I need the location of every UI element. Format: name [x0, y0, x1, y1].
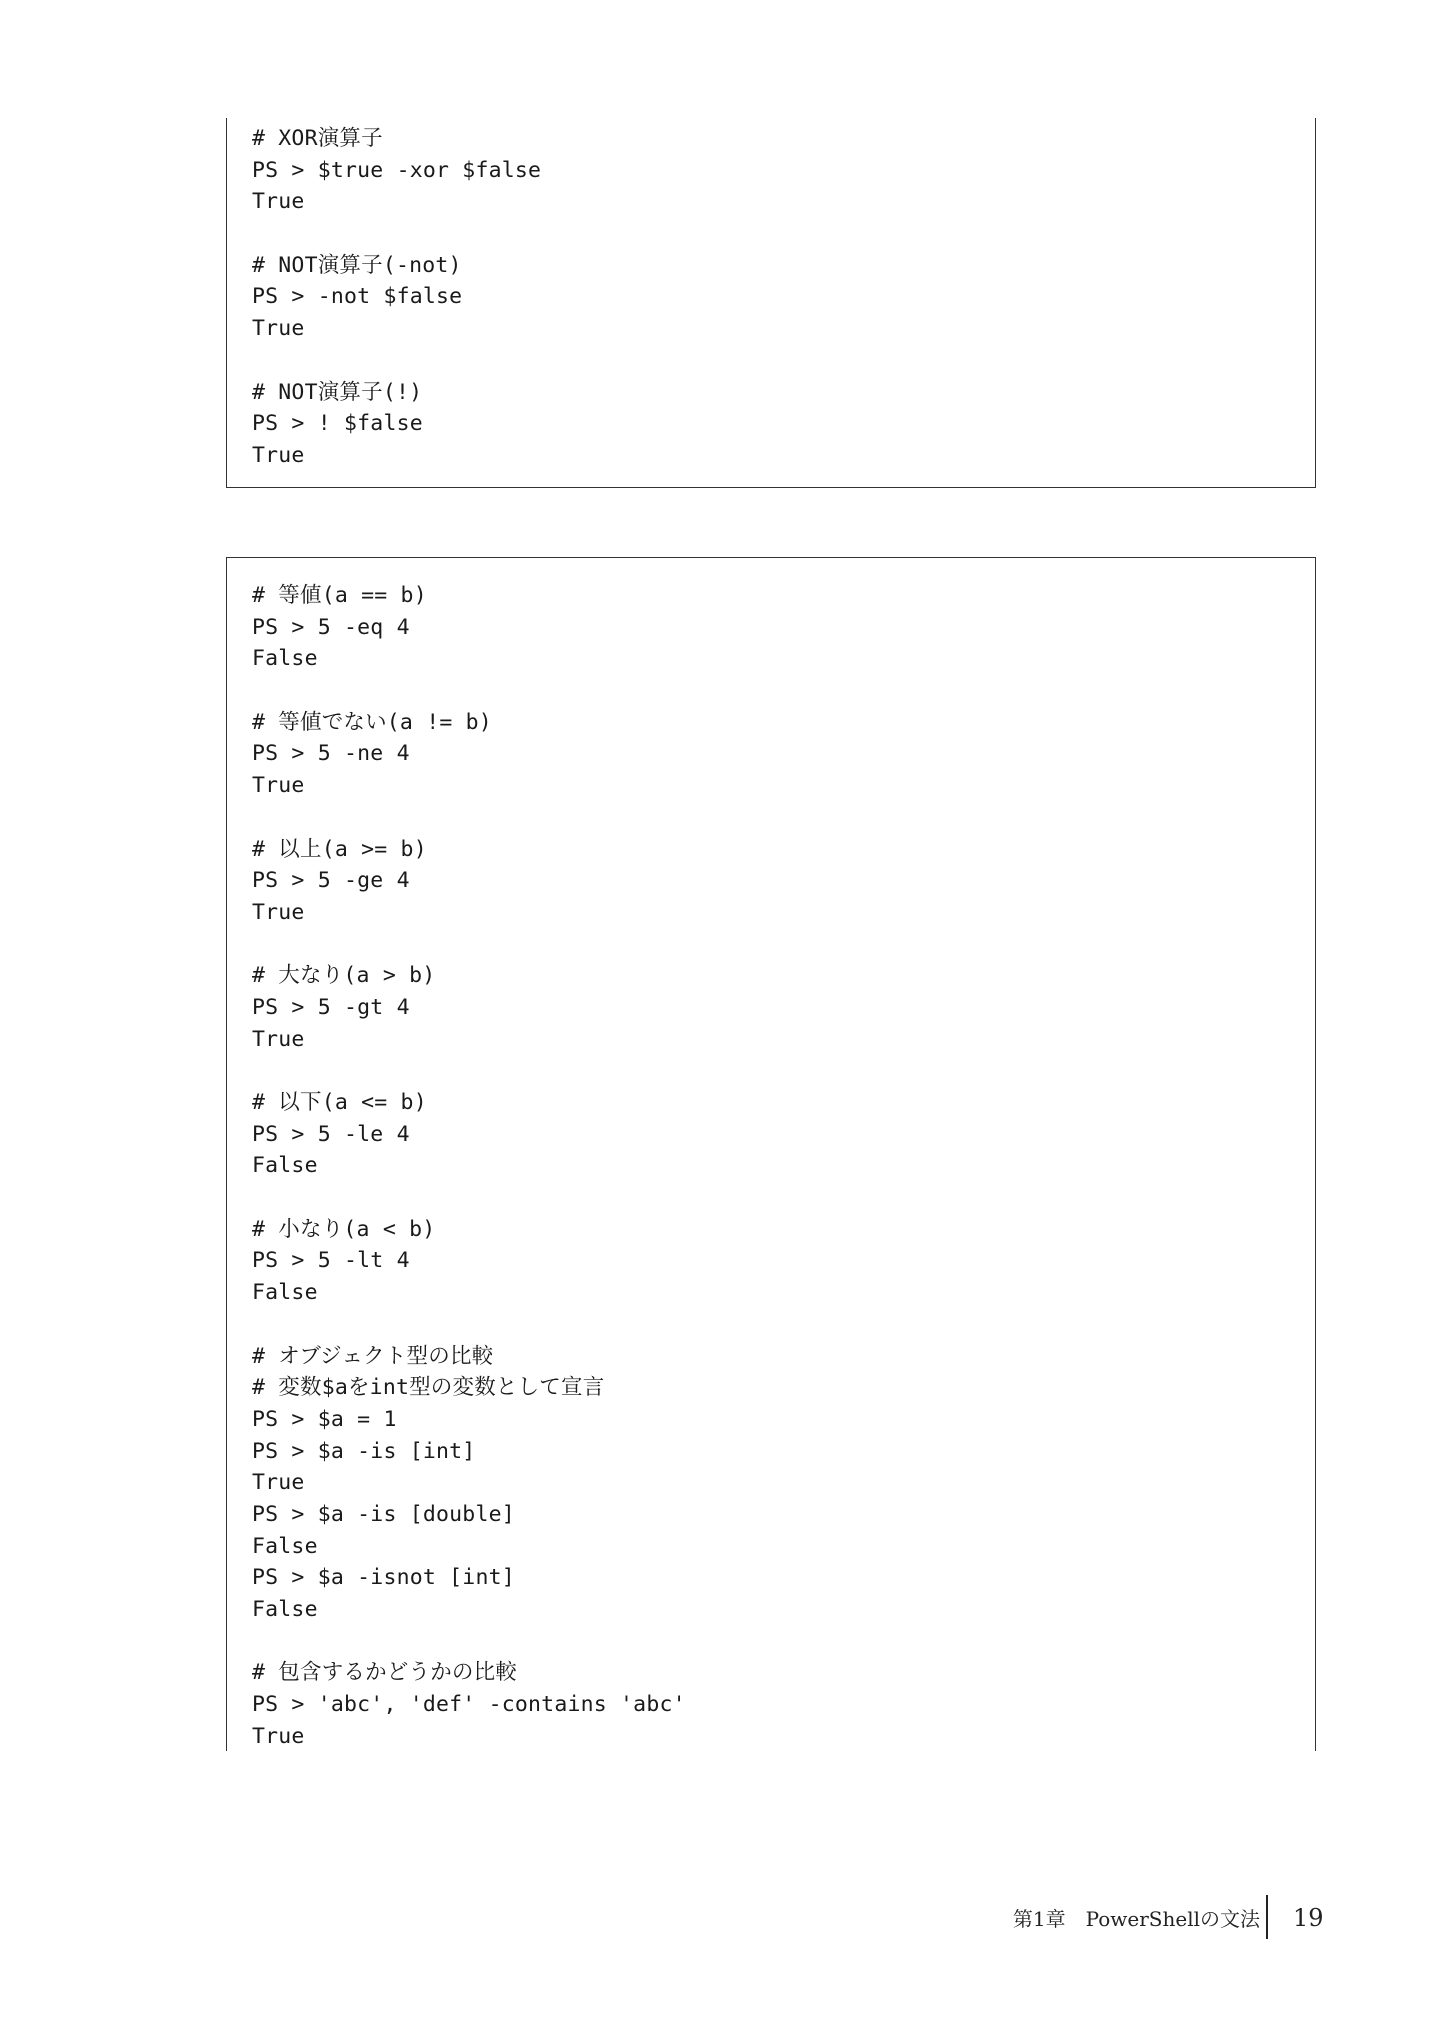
code-line: PS > 5 -le 4	[252, 1121, 410, 1147]
code-line: True	[252, 1026, 305, 1052]
code-line: False	[252, 1280, 318, 1306]
code-line	[252, 675, 686, 707]
code-lines	[252, 123, 541, 472]
code-lines	[252, 580, 686, 1752]
code-line: PS > $true -xor $false	[252, 157, 542, 183]
code-line	[252, 1309, 686, 1341]
code-line: PS > -not $false	[252, 284, 463, 310]
code-line: # NOT演算子(-not)	[252, 252, 462, 278]
code-line: False	[252, 1153, 318, 1179]
code-line	[252, 1055, 686, 1087]
code-line: # 等値でない(a != b)	[252, 709, 492, 735]
code-line: PS > 5 -ge 4	[252, 868, 410, 894]
code-line: # 小なり(a < b)	[252, 1216, 436, 1242]
code-line: PS > $a -is [int]	[252, 1438, 476, 1464]
code-line: # 等値(a == b)	[252, 583, 427, 608]
code-line: PS > 5 -lt 4	[252, 1248, 410, 1274]
code-line: True	[252, 773, 305, 799]
code-line: False	[252, 1533, 318, 1559]
code-block-comparison-operators	[226, 557, 1316, 1751]
code-line: PS > 'abc', 'def' -contains 'abc'	[252, 1692, 686, 1718]
code-line: True	[252, 899, 305, 925]
code-line	[252, 802, 686, 834]
code-line: True	[252, 1723, 305, 1749]
code-line	[252, 218, 541, 250]
page-number: 19	[1293, 1904, 1324, 1932]
code-line: # オブジェクト型の比較	[252, 1343, 494, 1369]
code-line: PS > 5 -gt 4	[252, 994, 410, 1020]
code-line: PS > $a -is [double]	[252, 1501, 515, 1527]
footer-divider	[1266, 1895, 1268, 1939]
code-line	[252, 345, 541, 377]
code-line: PS > $a = 1	[252, 1406, 397, 1432]
code-line: # 包含するかどうかの比較	[252, 1660, 517, 1686]
code-line: False	[252, 646, 318, 672]
code-line: PS > $a -isnot [int]	[252, 1565, 515, 1591]
code-line: # 変数$aをint型の変数として宣言	[252, 1375, 605, 1401]
page-footer	[0, 1895, 1433, 1943]
code-line: True	[252, 442, 305, 468]
code-line: # 以下(a <= b)	[252, 1090, 427, 1115]
code-line: True	[252, 189, 305, 215]
code-line: PS > ! $false	[252, 411, 423, 437]
code-line: False	[252, 1597, 318, 1622]
code-line: PS > 5 -eq 4	[252, 614, 410, 640]
code-line	[252, 929, 686, 961]
code-line: True	[252, 316, 305, 342]
code-block-xor-not	[226, 118, 1316, 488]
code-line: # NOT演算子(!)	[252, 379, 423, 405]
code-line: # XOR演算子	[252, 126, 383, 151]
code-line: PS > 5 -ne 4	[252, 741, 410, 767]
code-line: # 以上(a >= b)	[252, 836, 427, 862]
code-line	[252, 1182, 686, 1214]
code-line	[252, 1626, 686, 1658]
running-footer-chapter: 第1章 PowerShellの文法	[1012, 1907, 1260, 1931]
code-line: # 大なり(a > b)	[252, 963, 436, 989]
code-line: True	[252, 1470, 305, 1496]
